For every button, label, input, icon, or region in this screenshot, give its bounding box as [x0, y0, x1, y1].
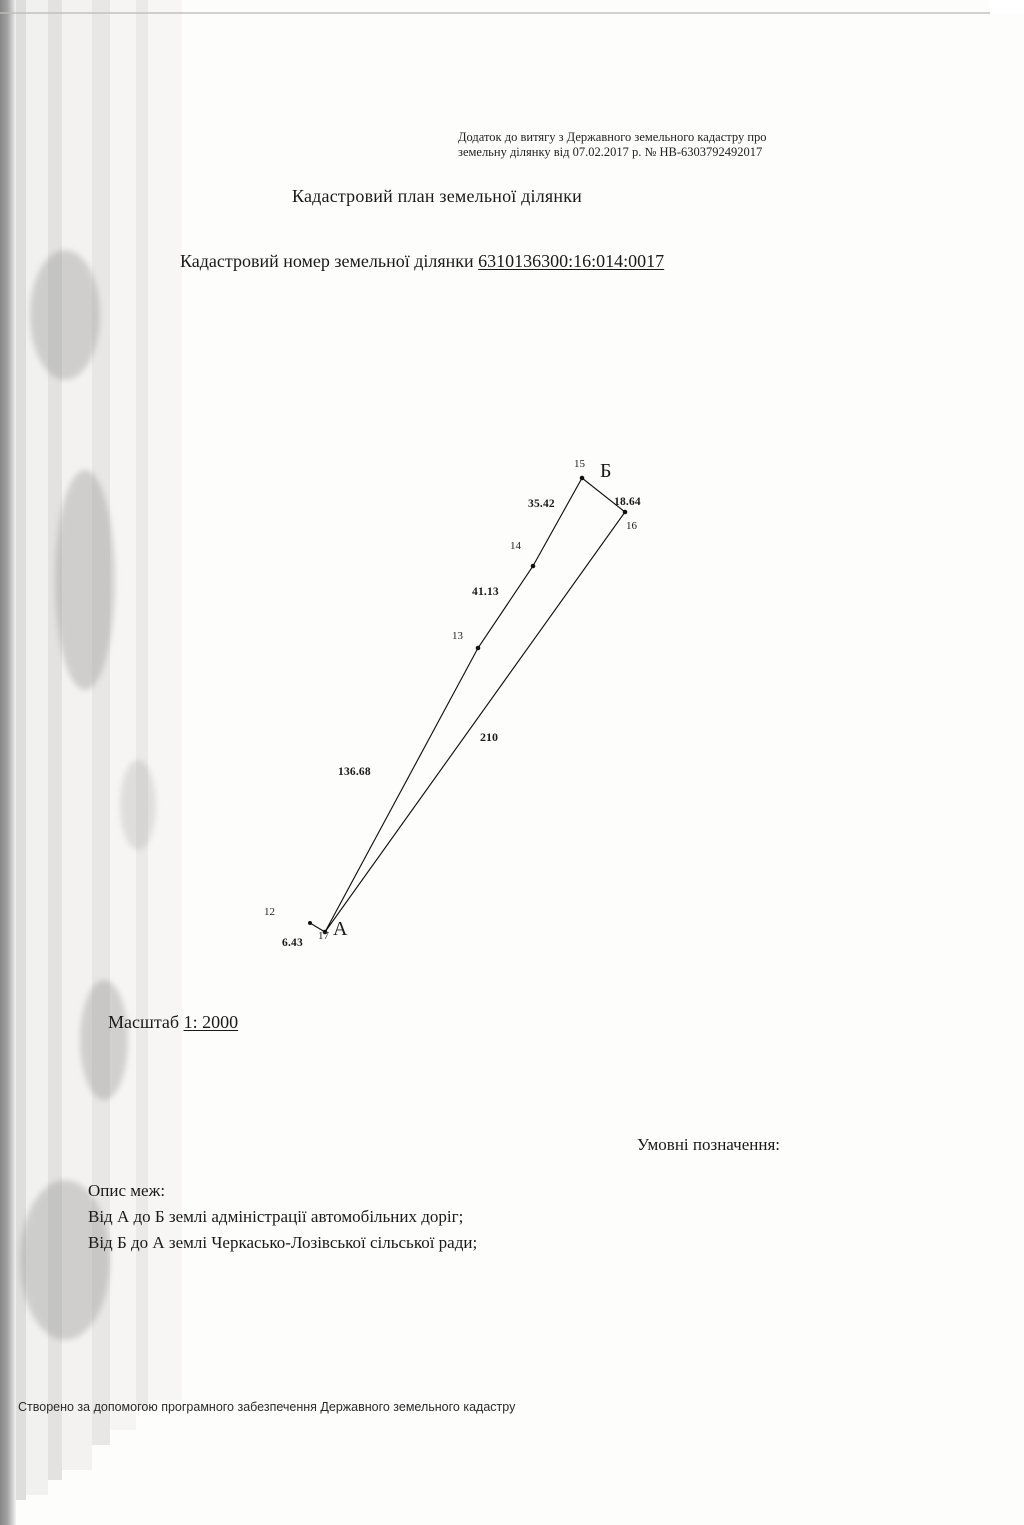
borders-title: Опис меж:	[88, 1181, 166, 1200]
distance-label-35-42: 35.42	[528, 498, 555, 510]
document-reference-line-1: Додаток до витягу з Державного земельного кадастру про	[458, 130, 767, 144]
corner-label-a: А	[333, 918, 348, 940]
scale-row	[108, 1012, 238, 1033]
scan-smudge	[55, 470, 115, 690]
distance-label-41-13: 41.13	[472, 586, 499, 598]
vertex-dot-12	[308, 921, 312, 925]
page-title: Кадастровий план земельної ділянки	[292, 186, 583, 206]
document-reference	[458, 130, 878, 160]
scan-smudge	[30, 250, 100, 380]
scan-smudge	[120, 760, 156, 850]
vertex-label-12: 12	[264, 906, 275, 918]
parcel-drawing	[230, 440, 700, 970]
cadastral-number-row	[180, 251, 664, 272]
scan-corner-highlight	[990, 0, 1024, 14]
distance-label-6-43: 6.43	[282, 937, 303, 949]
cadastral-number-label: Кадастровий номер земельної ділянки	[180, 251, 474, 271]
scale-value: 1: 2000	[183, 1012, 239, 1032]
parcel-polygon	[325, 478, 625, 932]
scan-edge-artifact	[0, 0, 16, 1525]
vertex-label-16: 16	[626, 520, 637, 532]
parcel-number-label: 210	[480, 730, 498, 744]
distance-label-136-68: 136.68	[338, 766, 371, 778]
vertex-dot-15	[580, 476, 585, 481]
vertex-label-17: 17	[318, 930, 329, 942]
corner-label-b: Б	[600, 460, 612, 482]
legend-title: Умовні позначення:	[637, 1135, 781, 1154]
document-reference-line-2: земельну ділянку від 07.02.2017 р. № НВ-6303792492017	[458, 145, 763, 159]
vertex-label-15: 15	[574, 458, 585, 470]
footer-note: Створено за допомогою програмного забезпечення Державного земельного кадастру	[18, 1400, 516, 1414]
borders-line-1: Від А до Б землі адміністрації автомобільних доріг;	[88, 1207, 464, 1226]
vertex-label-13: 13	[452, 630, 463, 642]
distance-label-18-64: 18.64	[614, 496, 641, 508]
vertex-dot-16	[623, 510, 628, 515]
vertex-dot-13	[476, 646, 481, 651]
borders-description	[88, 1178, 477, 1256]
borders-line-2: Від Б до А землі Черкасько-Лозівської сільської ради;	[88, 1233, 478, 1252]
cadastral-number-value: 6310136300:16:014:0017	[478, 251, 665, 271]
scan-smudge	[80, 980, 128, 1100]
scan-top-line-artifact	[0, 12, 1024, 14]
vertex-label-14: 14	[510, 540, 521, 552]
vertex-dot-14	[531, 564, 536, 569]
scale-label: Масштаб	[108, 1012, 180, 1032]
